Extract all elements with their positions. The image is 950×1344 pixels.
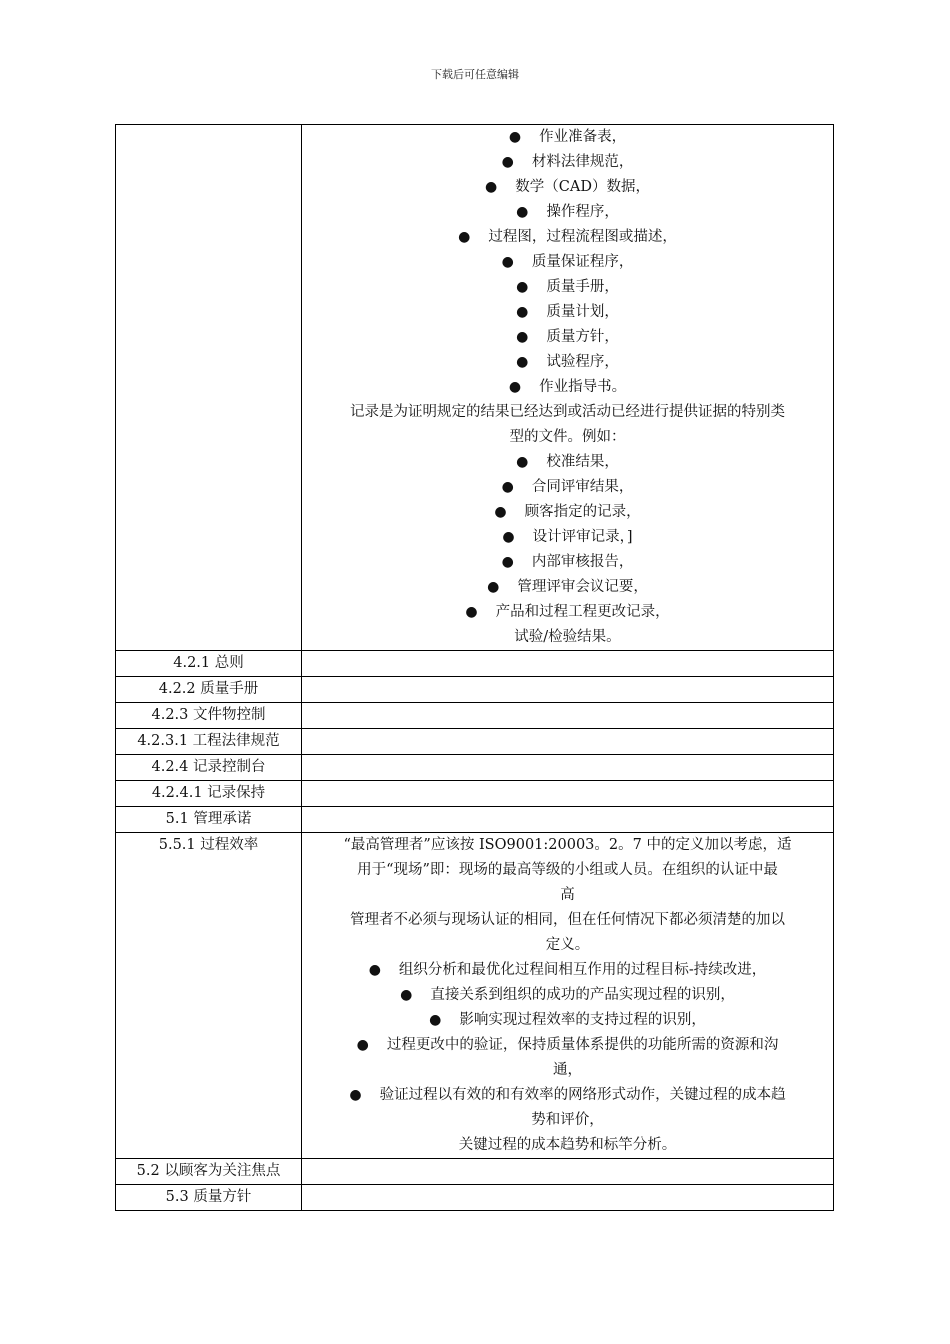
section-label: 4.2.3 文件物控制	[116, 703, 302, 729]
page-header: 下载后可任意编辑	[431, 68, 519, 81]
section-label: 4.2.4.1 记录保持	[116, 781, 302, 807]
section-content-empty	[302, 651, 834, 677]
section-label: 4.2.3.1 工程法律规范	[116, 729, 302, 755]
table-row	[116, 807, 834, 833]
table-row	[116, 781, 834, 807]
bullet-item: ● 过程图，过程流程图或描述，	[302, 225, 833, 250]
bullet-item: ● 校准结果，	[302, 450, 833, 475]
section-content-empty	[302, 755, 834, 781]
bullet-item: ● 验证过程以有效的和有效率的网络形式动作，关键过程的成本趋	[302, 1083, 833, 1108]
text-line: 高	[560, 887, 575, 903]
bullet-item: ● 合同评审结果，	[302, 475, 833, 500]
bullet-item: ● 顾客指定的记录，	[302, 500, 833, 525]
table-row	[116, 729, 834, 755]
text-line: 用于“现场”即：现场的最高等级的小组或人员。在组织的认证中最	[357, 862, 778, 878]
section-label: 5.3 质量方针	[116, 1185, 302, 1211]
bullet-item: ● 内部审核报告，	[302, 550, 833, 575]
table-row	[116, 755, 834, 781]
text-line: “最高管理者”应该按 ISO9001:20003。2。7 中的定义加以考虑，适	[343, 837, 792, 853]
section-content-empty	[302, 1159, 834, 1185]
text-line: 定义。	[545, 937, 590, 953]
documents-and-records-cell	[302, 125, 834, 651]
text-line: 型的文件。例如：	[509, 429, 626, 445]
section-content-empty	[302, 677, 834, 703]
bullet-item: ● 试验程序，	[302, 350, 833, 375]
process-efficiency-cell	[302, 833, 834, 1159]
bullet-item: ● 影响实现过程效率的支持过程的识别，	[302, 1008, 833, 1033]
bullet-item: ● 质量保证程序，	[302, 250, 833, 275]
document-table	[115, 124, 834, 1211]
bullet-item: ● 作业准备表，	[302, 125, 833, 150]
bullet-item: ● 组织分析和最优化过程间相互作用的过程目标-持续改进，	[302, 958, 833, 983]
text-line: 势和评价，	[531, 1112, 604, 1128]
bullet-item: ● 材料法律规范，	[302, 150, 833, 175]
text-line: 通，	[553, 1062, 582, 1078]
bullet-item: ● 质量方针，	[302, 325, 833, 350]
section-label: 5.2 以顾客为关注焦点	[116, 1159, 302, 1185]
bullet-item: ● 过程更改中的验证，保持质量体系提供的功能所需的资源和沟	[302, 1033, 833, 1058]
bullet-item: ● 直接关系到组织的成功的产品实现过程的识别，	[302, 983, 833, 1008]
section-label: 5.1 管理承诺	[116, 807, 302, 833]
section-label: 4.2.2 质量手册	[116, 677, 302, 703]
table-row	[116, 833, 834, 1159]
bullet-item: ● 产品和过程工程更改记录，	[302, 600, 833, 625]
bullet-item: ● 作业指导书。	[302, 375, 833, 400]
section-content-empty	[302, 781, 834, 807]
table-row	[116, 677, 834, 703]
section-content-empty	[302, 703, 834, 729]
bullet-item: ● 管理评审会议记要，	[302, 575, 833, 600]
section-content-empty	[302, 729, 834, 755]
bullet-item: ● 数学（CAD）数据，	[302, 175, 833, 200]
bullet-item: ● 设计评审记录，]	[302, 525, 833, 550]
section-label-empty	[116, 125, 302, 651]
text-line: 管理者不必须与现场认证的相同，但在任何情况下都必须清楚的加以	[350, 912, 785, 928]
table-row	[116, 1185, 834, 1211]
section-label: 5.5.1 过程效率	[116, 833, 302, 1159]
section-label: 4.2.4 记录控制台	[116, 755, 302, 781]
text-line: 试验/检验结果。	[514, 629, 621, 645]
text-line: 关键过程的成本趋势和标竿分析。	[458, 1137, 677, 1153]
bullet-item: ● 质量手册，	[302, 275, 833, 300]
section-label: 4.2.1 总则	[116, 651, 302, 677]
table-row	[116, 651, 834, 677]
table-row	[116, 703, 834, 729]
table-row	[116, 1159, 834, 1185]
section-content-empty	[302, 807, 834, 833]
text-line: 记录是为证明规定的结果已经达到或活动已经进行提供证据的特别类	[350, 404, 785, 420]
bullet-item: ● 质量计划，	[302, 300, 833, 325]
section-content-empty	[302, 1185, 834, 1211]
bullet-item: ● 操作程序，	[302, 200, 833, 225]
